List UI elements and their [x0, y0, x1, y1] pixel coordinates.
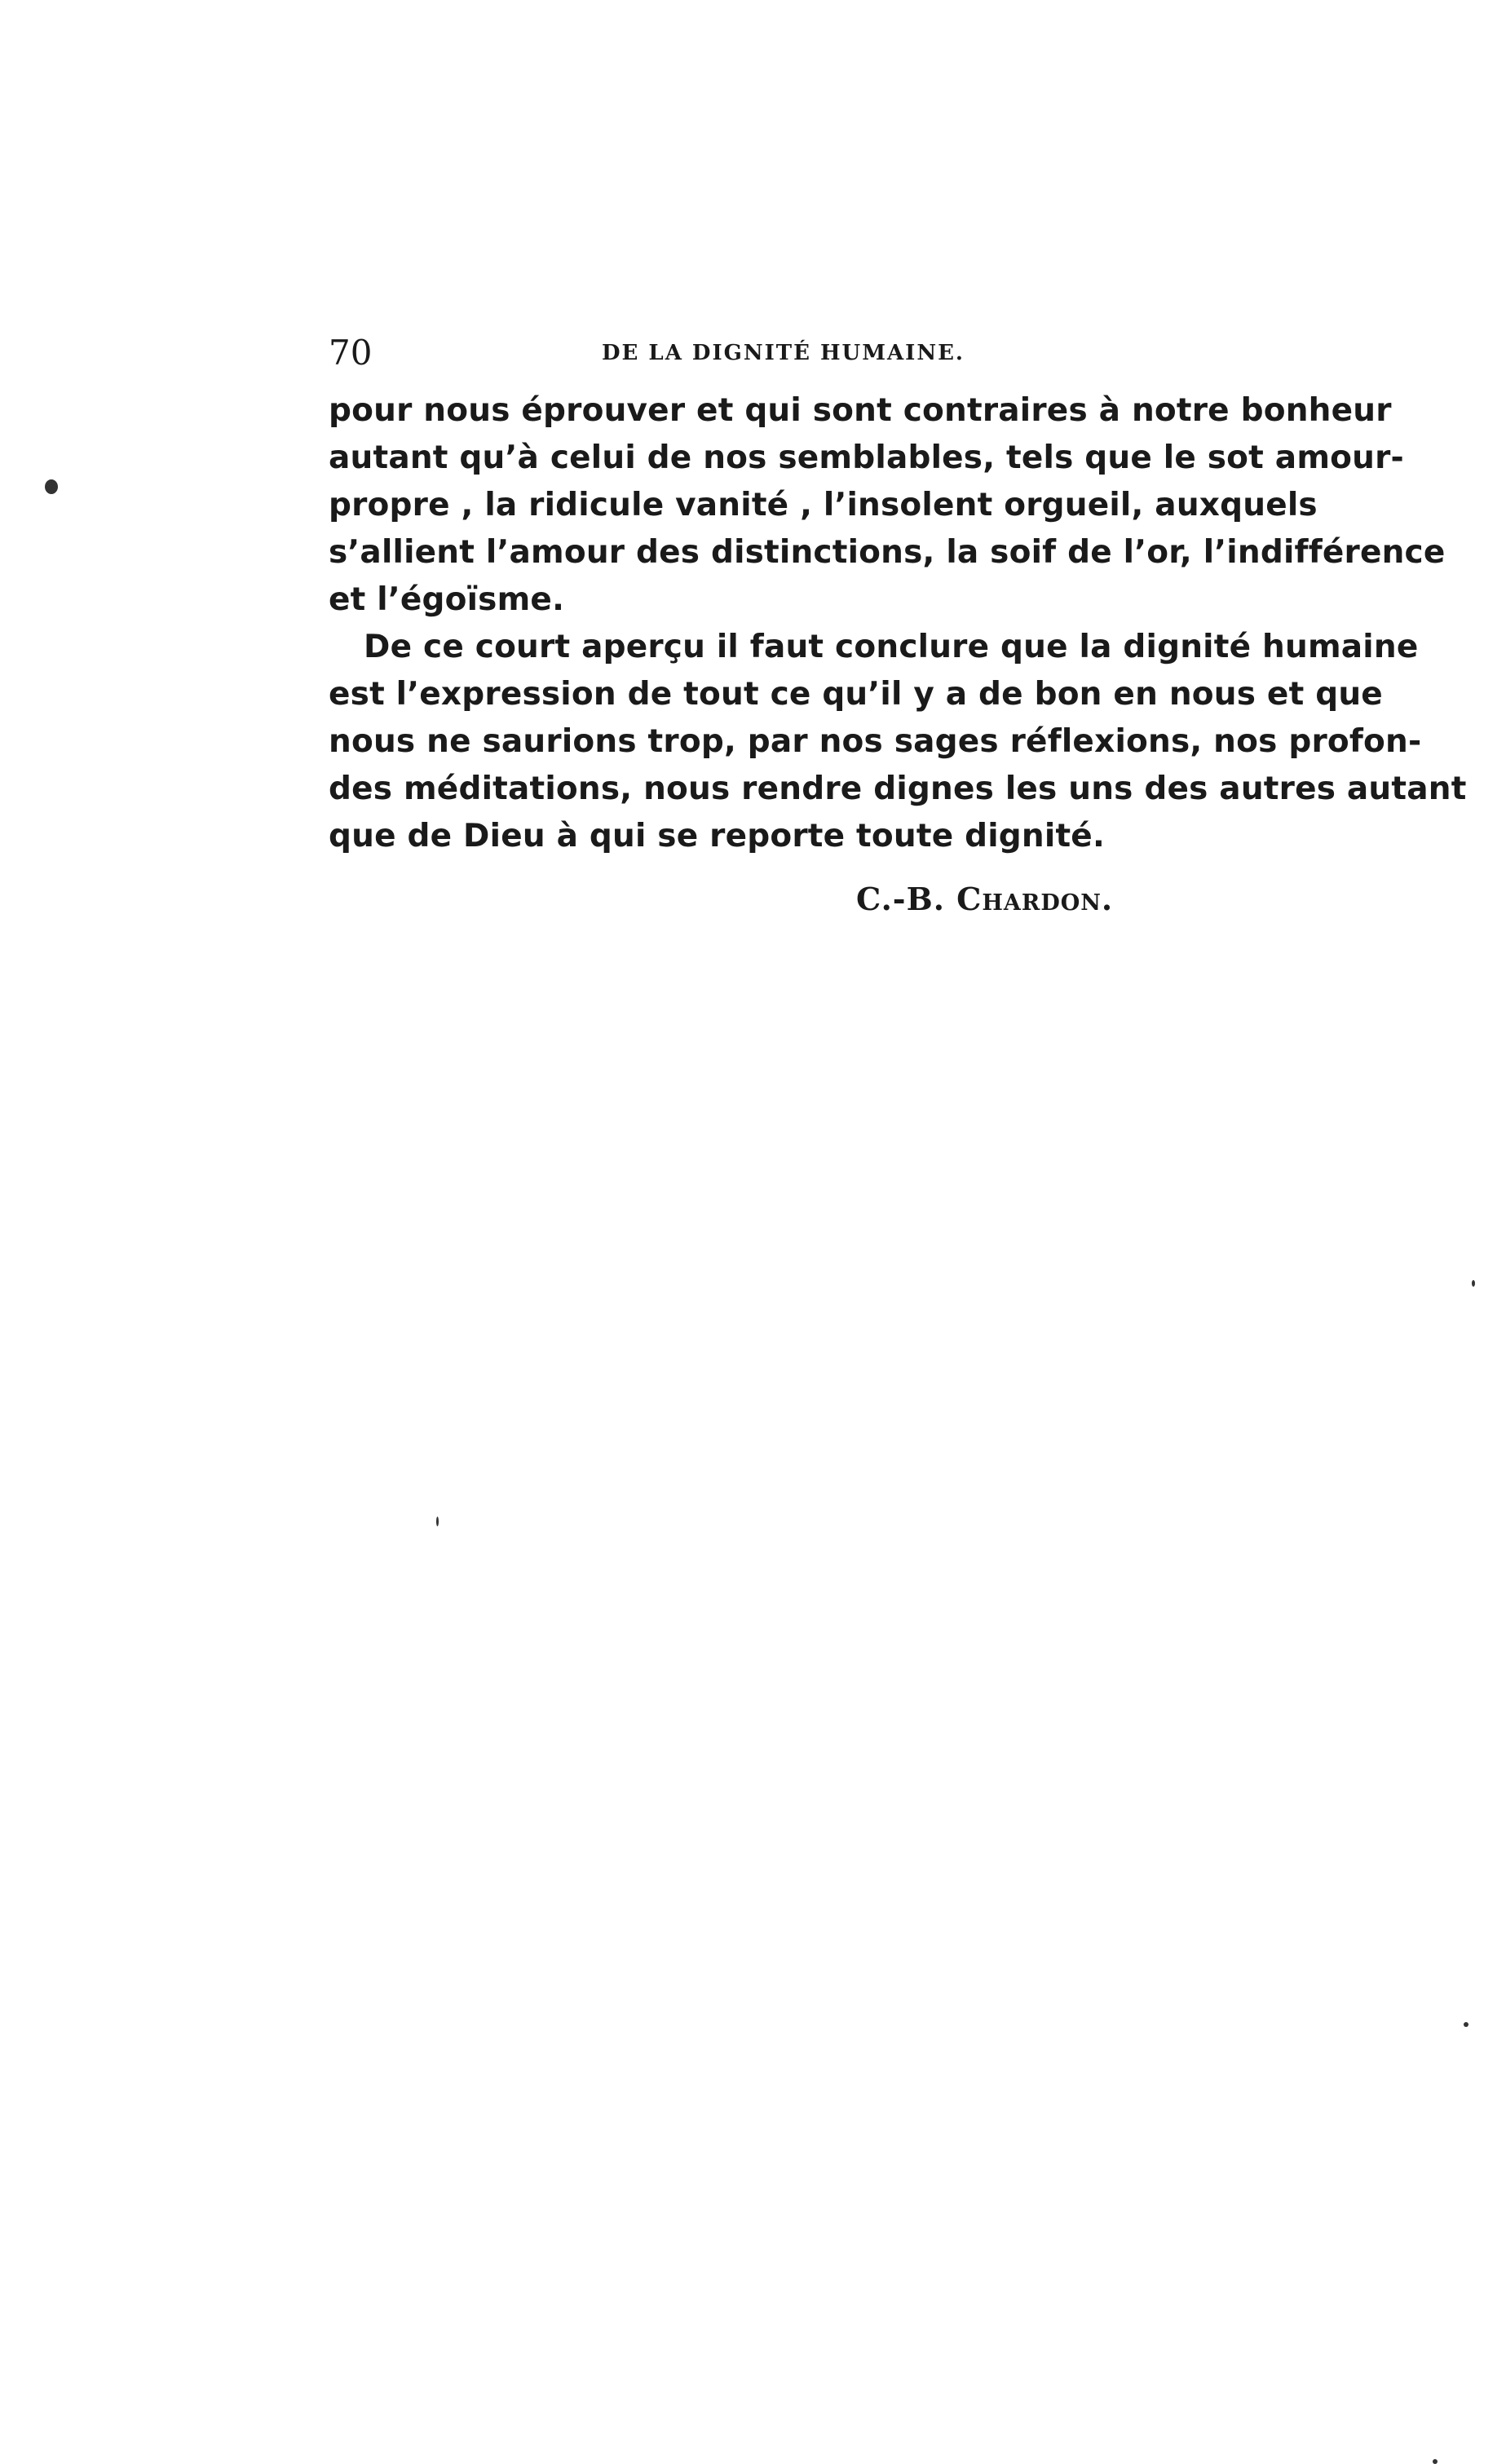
scan-speck — [436, 1517, 439, 1526]
paragraph-1 — [329, 387, 1446, 624]
running-title: DE LA DIGNITÉ HUMAINE. — [602, 341, 965, 365]
signature-name: Chardon. — [956, 881, 1114, 917]
body-text — [329, 387, 1467, 860]
page-header — [329, 333, 1217, 373]
text-line: des méditations, nous rendre dignes les uns des autres autant — [329, 771, 1467, 807]
text-line: De ce court aperçu il faut conclure que la dignité humaine — [364, 629, 1419, 665]
scan-speck — [1472, 1280, 1475, 1287]
text-line: autant qu’à celui de nos semblables, tels que le sot amour- — [329, 439, 1404, 476]
author-signature — [856, 881, 1113, 917]
page-number: 70 — [329, 333, 373, 373]
text-line: nous ne saurions trop, par nos sages réflexions, nos profon- — [329, 723, 1422, 760]
text-line: que de Dieu à qui se reporte toute dignité. — [329, 818, 1105, 854]
signature-initials: C.-B. — [856, 881, 945, 917]
text-line: s’allient l’amour des distinctions, la soif de l’or, l’indifférence — [329, 534, 1446, 571]
text-line: est l’expression de tout ce qu’il y a de bon en nous et que — [329, 676, 1383, 713]
scan-speck — [1433, 2459, 1438, 2464]
text-line: pour nous éprouver et qui sont contraires à notre bonheur — [329, 392, 1392, 429]
scan-speck — [1464, 2022, 1468, 2027]
scan-speck — [45, 479, 58, 494]
text-line: propre , la ridicule vanité , l’insolent orgueil, auxquels — [329, 487, 1318, 523]
paragraph-2 — [329, 624, 1467, 860]
text-line: et l’égoïsme. — [329, 581, 565, 618]
